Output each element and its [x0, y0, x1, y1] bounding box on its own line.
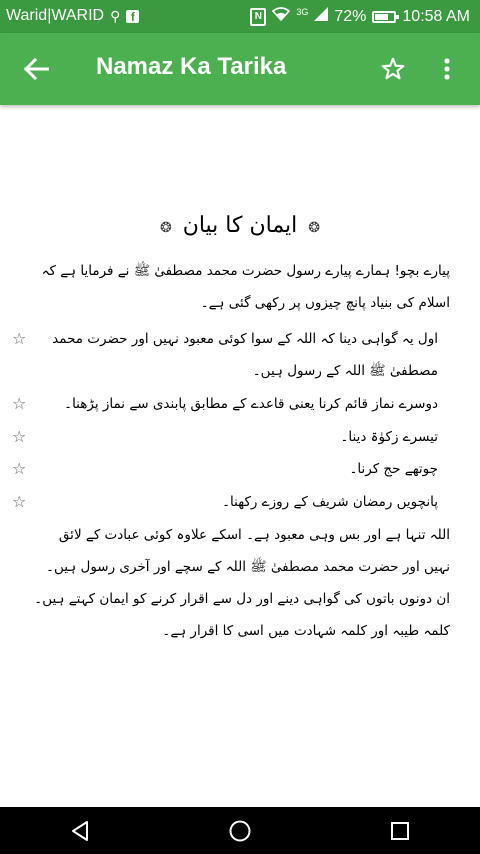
pillar-text: تیسرے زکوٰۃ دینا۔ [340, 429, 438, 445]
battery-icon [372, 11, 396, 23]
carrier-name: Warid|WARID [6, 7, 105, 24]
square-recents-icon [390, 821, 410, 841]
status-bar [0, 0, 480, 33]
status-left [6, 7, 139, 25]
article-heading-text: ایمان کا بیان [182, 213, 298, 238]
star-outline-icon [380, 56, 406, 82]
pillar-text: چوتھے حج کرنا۔ [349, 461, 438, 477]
circle-home-icon [228, 819, 252, 843]
nav-recents-button[interactable] [370, 807, 430, 854]
star-outline-icon: ☆ [12, 394, 27, 413]
list-item [12, 388, 438, 420]
heading-container [0, 213, 480, 238]
pillar-text: پانچویں رمضان شریف کے روزے رکھنا۔ [222, 494, 438, 510]
nav-home-button[interactable] [210, 807, 270, 854]
facebook-icon: f [126, 10, 139, 23]
intro-paragraph: پیارے بچو! ہمارے پیارے رسول حضرت محمد مصطفیٰ ﷺ نے فرمایا ہے کہ اسلام کی بنیاد پانچ چیزوں پر رکھی گئی ہے۔ [41, 263, 450, 311]
list-item [12, 486, 438, 518]
article-content [0, 105, 480, 807]
pillar-text: دوسرے نماز قائم کرنا یعنی قاعدے کے مطابق پابندی سے نماز پڑھنا۔ [64, 396, 438, 412]
nfc-icon: N [250, 8, 266, 26]
status-right [250, 7, 470, 26]
battery-percent: 72% [334, 7, 367, 25]
back-button[interactable] [18, 51, 54, 87]
arrow-back-icon [23, 58, 49, 80]
list-item [12, 323, 438, 387]
star-outline-icon: ☆ [12, 329, 27, 348]
nav-back-button[interactable] [50, 807, 110, 854]
app-bar [0, 33, 480, 105]
battery-fill [375, 14, 388, 20]
navigation-bar [0, 807, 480, 854]
list-item [12, 453, 438, 485]
star-outline-icon: ☆ [12, 492, 27, 511]
network-type: 3G [296, 6, 309, 17]
triangle-back-icon [70, 820, 90, 842]
overflow-menu-button[interactable] [430, 52, 464, 86]
pillar-text: اول یہ گواہی دینا کہ اللہ کے سوا کوئی معبود نہیں اور حضرت محمد مصطفیٰ ﷺ اللہ کے رسول ہیں۔ [52, 331, 438, 379]
favorite-button[interactable] [376, 52, 410, 86]
more-vert-icon [443, 57, 451, 81]
ornament-left-icon: ❂ [308, 220, 321, 236]
clock: 10:58 AM [402, 7, 470, 25]
ornament-right-icon: ❂ [159, 220, 172, 236]
article-heading [156, 213, 324, 238]
usb-icon: ⚲ [110, 8, 121, 24]
star-outline-icon: ☆ [12, 427, 27, 446]
conclusion-paragraph: اللہ تنہا ہے اور بس وہی معبود ہے۔ اسکے علاوہ کوئی عبادت کے لائق نہیں اور حضرت محمد مصطفیٰ ﷺ اللہ کے سچے اور آخری رسول ہیں۔ ان دونوں باتوں کی گواہی دینے اور دل سے اقرار کرنے کو ایمان کہتے ہیں۔ کلمہ طیبہ اور کلمہ شہادت میں اسی کا اقرار ہے۔ [34, 527, 450, 639]
list-item [12, 421, 438, 453]
app-title: Namaz Ka Tarika [96, 53, 287, 80]
wifi-icon [272, 7, 290, 26]
signal-icon [314, 7, 328, 26]
star-outline-icon: ☆ [12, 459, 27, 478]
